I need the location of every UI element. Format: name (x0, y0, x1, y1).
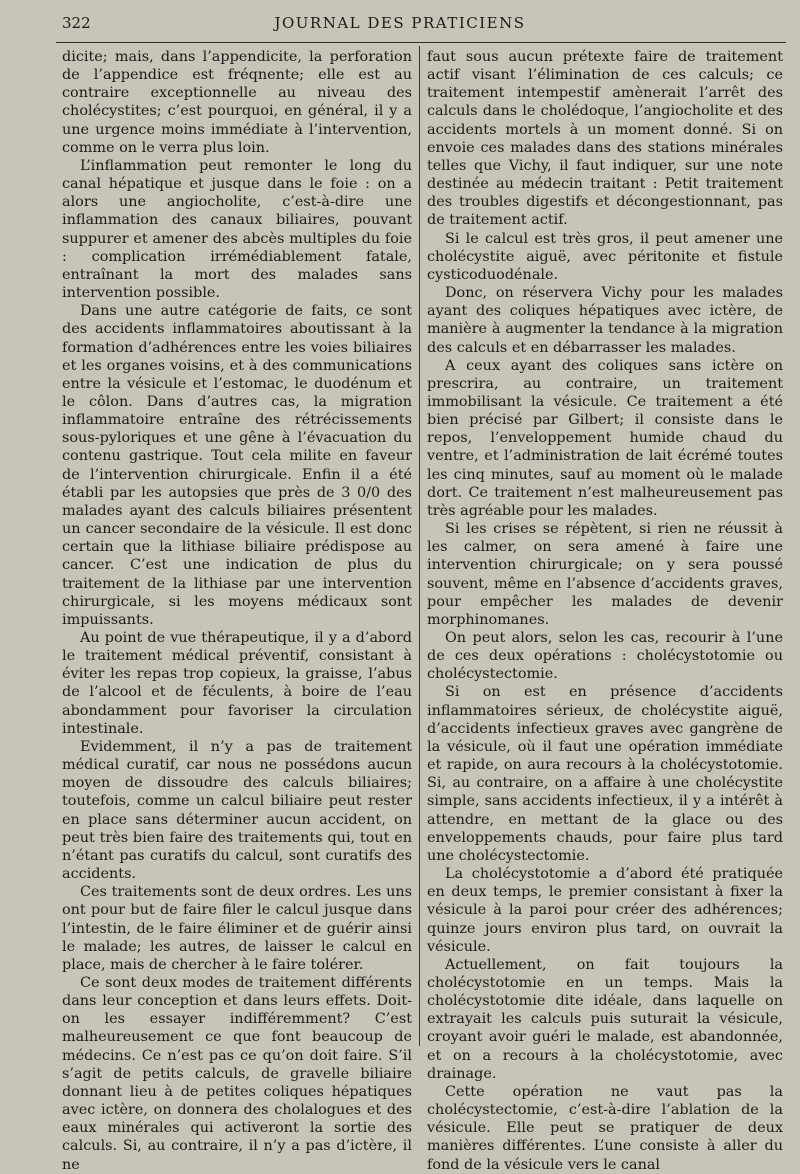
paragraph: A ceux ayant des coliques sans ictère on prescrira, au contraire, un traitement immobilisant la vésicule. Ce traitement a été bien précisé par Gilbert; il consiste dans le repos, l’enveloppement humide chaud du ventre, et l’administration de lait écrémé toutes les cinq minutes, sauf au moment où le malade dort. Ce traitement n’est malheureusement pas très agréable pour les malades. (427, 357, 783, 519)
column-divider (419, 46, 420, 1046)
paragraph: Donc, on réservera Vichy pour les malades ayant des coliques hépatiques avec ictère, de manière à augmenter la tendance à la migration des calculs et en débarrasser les malades. (427, 285, 783, 356)
paragraph: faut sous aucun prétexte faire de traitement actif visant l’élimination de ces calculs; ce traitement intempestif amènerait l’arrêt des calculs dans le cholédoque, l’angiocholite et des accidents mortels à un moment donné. Si on envoie ces malades dans des stations minérales telles que Vichy, il faut indiquer, sur une note destinée au médecin traitant : Petit traitement des troubles digestifs et décongestionnant, pas de traitement actif. (427, 49, 783, 229)
header-rule (56, 42, 786, 43)
paragraph: Si les crises se répètent, si rien ne réussit à les calmer, on sera amené à faire une intervention chirurgicale; on y sera poussé souvent, même en l’absence d’accidents graves, pour empêcher les malades de devenir morphinomanes. (427, 521, 783, 628)
paragraph: Dans une autre catégorie de faits, ce sont des accidents inflammatoires aboutissant à la formation d’adhérences entre les voies biliaires et les organes voisins, et à des communications entre la vésicule et l’estomac, le duodénum et le côlon. Dans d’autres cas, la migration inflammatoire entraîne des rétrécissements sous-pyloriques et une gêne à l’évacuation du contenu gastrique. Tout cela milite en faveur de l’intervention chirurgicale. Enfin il a été établi par les autopsies que près de 3 0/0 des malades ayant des calculs biliaires présentent un cancer secondaire de la vésicule. Il est donc certain que la lithiase biliaire prédispose au cancer. C’est une indication de plus du traitement de la lithiase par une intervention chirurgicale, si les moyens médicaux sont impuissants. (62, 303, 412, 628)
paragraph: dicite; mais, dans l’appendicite, la perforation de l’appendice est fréqnente; elle est au contraire exceptionnelle au niveau des cholécystites; c’est pourquoi, en général, il y a une urgence moins immédiate à l’intervention, comme on le verra plus loin. (62, 49, 412, 156)
paragraph: Au point de vue thérapeutique, il y a d’abord le traitement médical préventif, consistant à éviter les repas trop copieux, la graisse, l’abus de l’alcool et de féculents, à boire de l’eau abondamment pour favoriser la circulation intestinale. (62, 630, 412, 737)
running-title: JOURNAL DES PRATICIENS (274, 14, 526, 32)
paragraph: Cette opération ne vaut pas la cholécystectomie, c’est-à-dire l’ablation de la vésicule. Elle peut se pratiquer de deux manières différentes. L’une consiste à aller du fond de la vésicule vers le canal (427, 1083, 783, 1173)
page-number: 322 (62, 14, 91, 32)
paragraph: Actuellement, on fait toujours la cholécystotomie en un temps. Mais la cholécystotomie dite idéale, dans laquelle on extrayait les calculs puis suturait la vésicule, croyant avoir guéri le malade, est abandonnée, et on a recours à la cholécystotomie, avec drainage. (427, 956, 783, 1082)
left-column (62, 48, 412, 1174)
page-header (0, 14, 800, 40)
paragraph: L’inflammation peut remonter le long du canal hépatique et jusque dans le foie : on a alors une angiocholite, c’est-à-dire une inflammation des canaux biliaires, pouvant suppurer et amener des abcès multiples du foie : complication irrémédiablement fatale, entraînant la mort des malades sans intervention possible. (62, 157, 412, 302)
paragraph: Ces traitements sont de deux ordres. Les uns ont pour but de faire filer le calcul jusque dans l’intestin, de le faire éliminer et de guérir ainsi le malade; les autres, de laisser le calcul en place, mais de chercher à le faire tolérer. (62, 884, 412, 973)
paragraph: Si on est en présence d’accidents inflammatoires sérieux, de cholécystite aiguë, d’accidents infectieux graves avec gangrène de la vésicule, où il faut une opération immédiate et rapide, on aura recours à la cholécystotomie. Si, au contraire, on a affaire à une cholécystite simple, sans accidents infectieux, il y a intérêt à attendre, en mettant de la glace ou des enveloppements chauds, pour faire plus tard une cholécystectomie. (427, 684, 783, 864)
paragraph: Si le calcul est très gros, il peut amener une cholécystite aiguë, avec péritonite et fistule cysticoduodénale. (427, 230, 783, 283)
paragraph: La cholécystotomie a d’abord été pratiquée en deux temps, le premier consistant à fixer la vésicule à la paroi pour créer des adhérences; quinze jours environ plus tard, on ouvrait la vésicule. (427, 866, 783, 955)
paragraph: On peut alors, selon les cas, recourir à l’une de ces deux opérations : cholécystotomie ou cholécystectomie. (427, 630, 783, 683)
paragraph: Evidemment, il n’y a pas de traitement médical curatif, car nous ne possédons aucun moyen de dissoudre des calculs biliaires; toutefois, comme un calcul biliaire peut rester en place sans déterminer aucun accident, on peut très bien faire des traitements qui, tout en n’étant pas curatifs du calcul, sont curatifs des accidents. (62, 738, 412, 883)
right-column (427, 48, 783, 1174)
paragraph: Ce sont deux modes de traitement différents dans leur conception et dans leurs effets. Doit-on les essayer indifféremment? C’est malheureusement ce que font beaucoup de médecins. Ce n’est pas ce qu’on doit faire. S’il s’agit de petits calculs, de gravelle biliaire donnant lieu à de petites coliques hépatiques avec ictère, on donnera des cholalogues et des eaux minérales qui activeront la sortie des calculs. Si, au contraire, il n’y a pas d’ictère, il ne (62, 974, 412, 1173)
